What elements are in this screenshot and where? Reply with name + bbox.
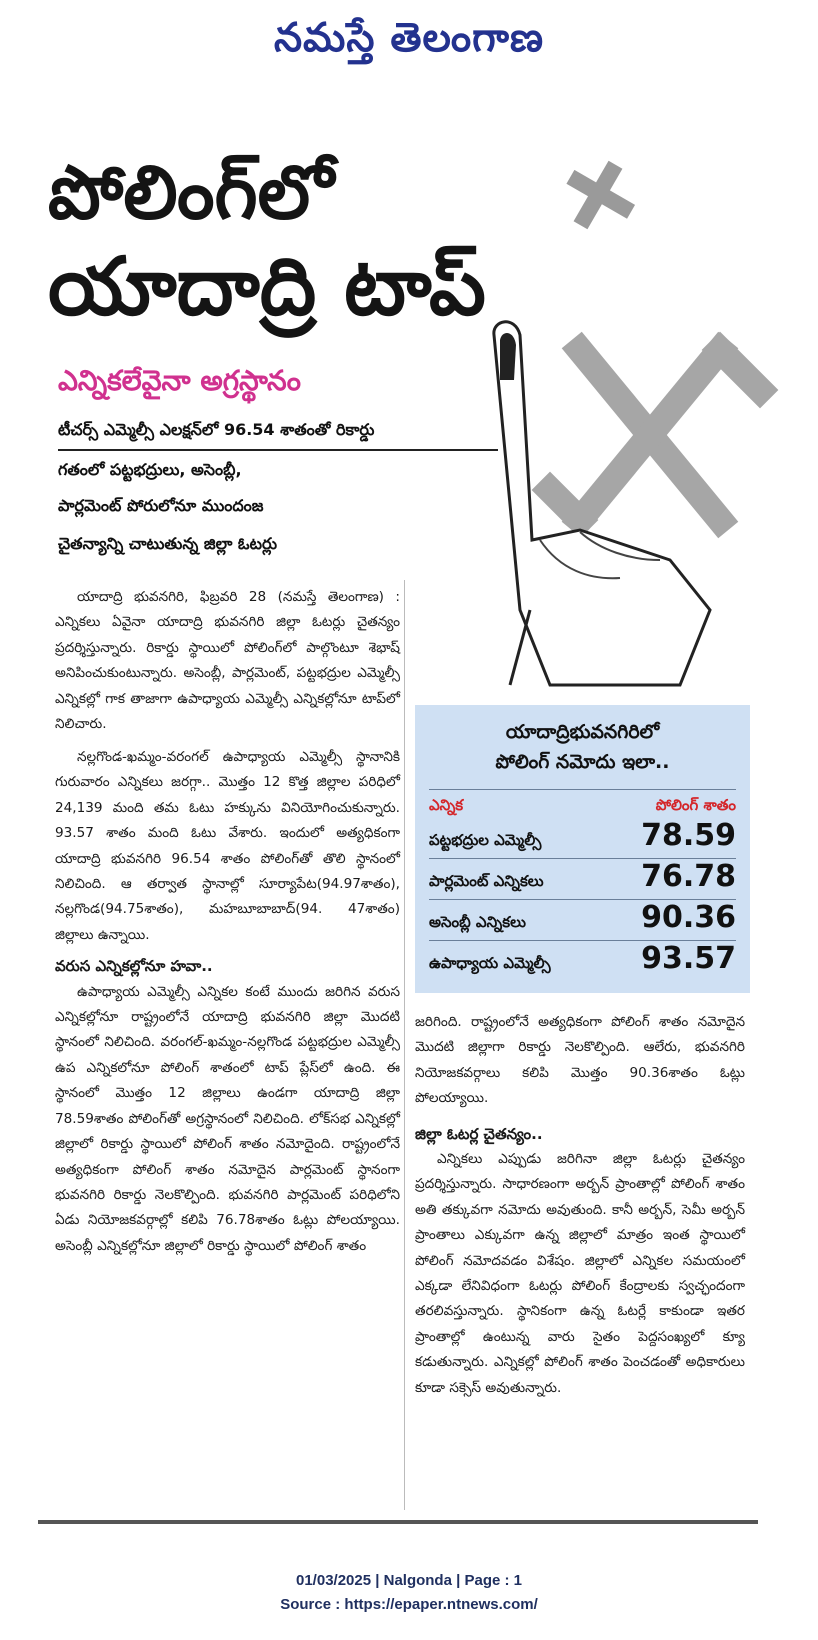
- box-title-line2: పోలింగ్ నమోదు ఇలా..: [495, 751, 670, 773]
- headline-line2: యాదాద్రి టాప్: [48, 240, 486, 333]
- subhead-3: పార్లమెంట్ పోరులోనూ ముందంజ: [58, 496, 264, 515]
- paragraph-5: ఎన్నికలు ఎప్పుడు జరిగినా జిల్లా ఓటర్లు చైతన్యం ప్రదర్శిస్తున్నారు. సాధారణంగా అర్బన్ ప్రాంతాల్లో పోలింగ్ శాతం అతి తక్కువగా నమోదు అవుతుంది. కానీ అర్బన్, సెమీ అర్బన్ ప్రాంతాలు ఎక్కువగా ఉన్న జిల్లాలో మాత్రం ఇంత స్థాయిలో పోలింగ్ నమోదవడం విశేషం. జిల్లాలో ఎన్నికల సమయంలో ఎక్కడా లేనివిధంగా ఓటర్లు పోలింగ్ కేంద్రాలకు స్వచ్ఛందంగా తరలివస్తున్నారు. స్థానికంగా ఉన్న ఓటర్లే కాకుండా ఇతర ప్రాంతాల్లో ఉంటున్న వారు సైతం పెద్దసంఖ్యలో క్యూ కడుతున్నారు. ఎన్నికల్లో పోలింగ్ శాతం పెంచడంతో అధికారులు కూడా సక్సెస్ అవుతున్నారు.: [415, 1151, 745, 1396]
- paragraph-2: నల్లగొండ-ఖమ్మం-వరంగల్ ఉపాధ్యాయ ఎమ్మెల్సీ స్థానానికి గురువారం ఎన్నికలు జరగ్గా.. మొత్తం 12 కొత్త జిల్లాల పరిధిలో 24,139 మంది తమ ఓటు హక్కును వినియోగించుకున్నారు. 93.57 శాతం మంది ఓటు వేశారు. ఇందులో అత్యధికంగా యాదాద్రి భువనగిరి 96.54 శాతం పోలింగ్‌తో తొలి స్థానంలో నిలిచింది. ఆ తర్వాత స్థానాల్లో సూర్యాపేట(94.97శాతం), నల్లగొండ(94.75శాతం), మహబూబాబాద్(94. 47శాతం) జిల్లాలు ఉన్నాయి.: [55, 749, 400, 943]
- headline-line1: పోలింగ్‌లో: [48, 150, 334, 236]
- table-row: [429, 900, 736, 941]
- box-header-row: [429, 789, 736, 818]
- row-value: 93.57: [641, 941, 736, 976]
- row-value: 78.59: [641, 818, 736, 853]
- masthead: నమస్తే తెలంగాణ: [273, 14, 545, 61]
- subhead-4: చైతన్యాన్ని చాటుతున్న జిల్లా ఓటర్లు: [58, 534, 277, 553]
- subhead-1: [58, 420, 498, 451]
- polling-stats-box: [415, 705, 750, 993]
- table-row: [429, 859, 736, 900]
- row-label: పట్టభద్రుల ఎమ్మెల్సీ: [429, 831, 542, 849]
- row-label: పార్లమెంట్ ఎన్నికలు: [429, 872, 544, 890]
- paragraph-1: యాదాద్రి భువనగిరి, ఫిబ్రవరి 28 (నమస్తే తెలంగాణ) : ఎన్నికలు ఏవైనా యాదాద్రి భువనగిరి జిల్లా ఓటర్లు చైతన్యం ప్రదర్శిస్తున్నారు. రికార్డు స్థాయిలో పోలింగ్‌లో పాల్గొంటూ శెభాష్ అనిపించుకుంటున్నారు. అసెంబ్లీ, పార్లమెంట్, పట్టభద్రుల ఎమ్మెల్సీ ఎన్నికల్లో గాక తాజాగా ఉపాధ్యాయ ఎమ్మెల్సీ ఎన్నికల్లోనూ టాప్‌లో నిలిచారు.: [55, 589, 400, 733]
- section-heading-1: వరుస ఎన్నికల్లోనూ హవా..: [55, 957, 213, 976]
- row-label: ఉపాధ్యాయ ఎమ్మెల్సీ: [429, 954, 551, 972]
- box-col-election: ఎన్నిక: [429, 796, 464, 814]
- article-column-right-top: [415, 1010, 745, 1401]
- box-col-percent: పోలింగ్ శాతం: [655, 796, 736, 814]
- article-column-left: [55, 745, 400, 1259]
- subhead-2: గతంలో పట్టభద్రులు, అసెంబ్లీ,: [58, 460, 242, 479]
- box-title-line1: యాదాద్రిభువనగిరిలో: [505, 721, 660, 743]
- article-column-left-top: [55, 585, 400, 737]
- footer-source: Source : https://epaper.ntnews.com/: [280, 1596, 538, 1613]
- table-row: [429, 941, 736, 981]
- paragraph-3: ఉపాధ్యాయ ఎమ్మెల్సీ ఎన్నికల కంటే ముందు జరిగిన వరుస ఎన్నికల్లోనూ రాష్ట్రంలోనే యాదాద్రి భువనగిరి జిల్లా మొదటి స్థానంలో నిలిచింది. వరంగల్-ఖమ్మం-నల్లగొండ పట్టభద్రుల ఎమ్మెల్సీ ఉప ఎన్నికలోనూ పోలింగ్ శాతంలో టాప్ ప్లేస్‌లో ఉంది. ఈ స్థానంలో మొత్తం 12 జిల్లాలు ఉండగా యాదాద్రి జిల్లా 78.59శాతం పోలింగ్‌తో అగ్రస్థానంలో నిలిచింది. లోక్‌సభ ఎన్నికల్లో జిల్లాలో రికార్డు స్థాయిలో పోలింగ్ శాతం నమోదైంది. రాష్ట్రంలోనే అత్యధికంగా పోలింగ్ శాతం నమోదైన పార్లమెంట్ స్థానంగా భువనగిరి రికార్డు నెలకొల్పింది. భువనగిరి పార్లమెంట్ పరిధిలోని ఏడు నియోజకవర్గాల్లో కలిపి 76.78శాతం ఓట్లు పోలయ్యాయి. అసెంబ్లీ ఎన్నికల్లోనూ జిల్లాలో రికార్డు స్థాయిలో పోలింగ్ శాతం: [55, 983, 400, 1254]
- column-divider: [404, 580, 405, 1510]
- box-title: [415, 705, 750, 777]
- section-heading-2: జిల్లా ఓటర్ల చైతన్యం..: [415, 1124, 543, 1143]
- voting-finger-icon: [470, 140, 800, 690]
- subhead-rule: [58, 449, 498, 451]
- footer-date-edition: 01/03/2025 | Nalgonda | Page : 1: [296, 1572, 522, 1589]
- swastik-icon: [566, 161, 635, 230]
- row-label: అసెంబ్లీ ఎన్నికలు: [429, 913, 526, 931]
- row-value: 76.78: [641, 859, 736, 894]
- kicker: ఎన్నికలేవైనా అగ్రస్థానం: [58, 364, 301, 397]
- row-value: 90.36: [641, 900, 736, 935]
- bottom-rule: [38, 1520, 758, 1524]
- subhead-1-text: టీచర్స్ ఎమ్మెల్సీ ఎలక్షన్‌లో 96.54 శాతంతో రికార్డు: [58, 420, 375, 439]
- paragraph-4: జరిగింది. రాష్ట్రంలోనే అత్యధికంగా పోలింగ్ శాతం నమోదైన మొదటి జిల్లాగా రికార్డు నెలకొల్పింది. ఆలేరు, భువనగిరి నియోజకవర్గాలు కలిపి మొత్తం 90.36శాతం ఓట్లు పోలయ్యాయి.: [415, 1014, 745, 1107]
- table-row: [429, 818, 736, 859]
